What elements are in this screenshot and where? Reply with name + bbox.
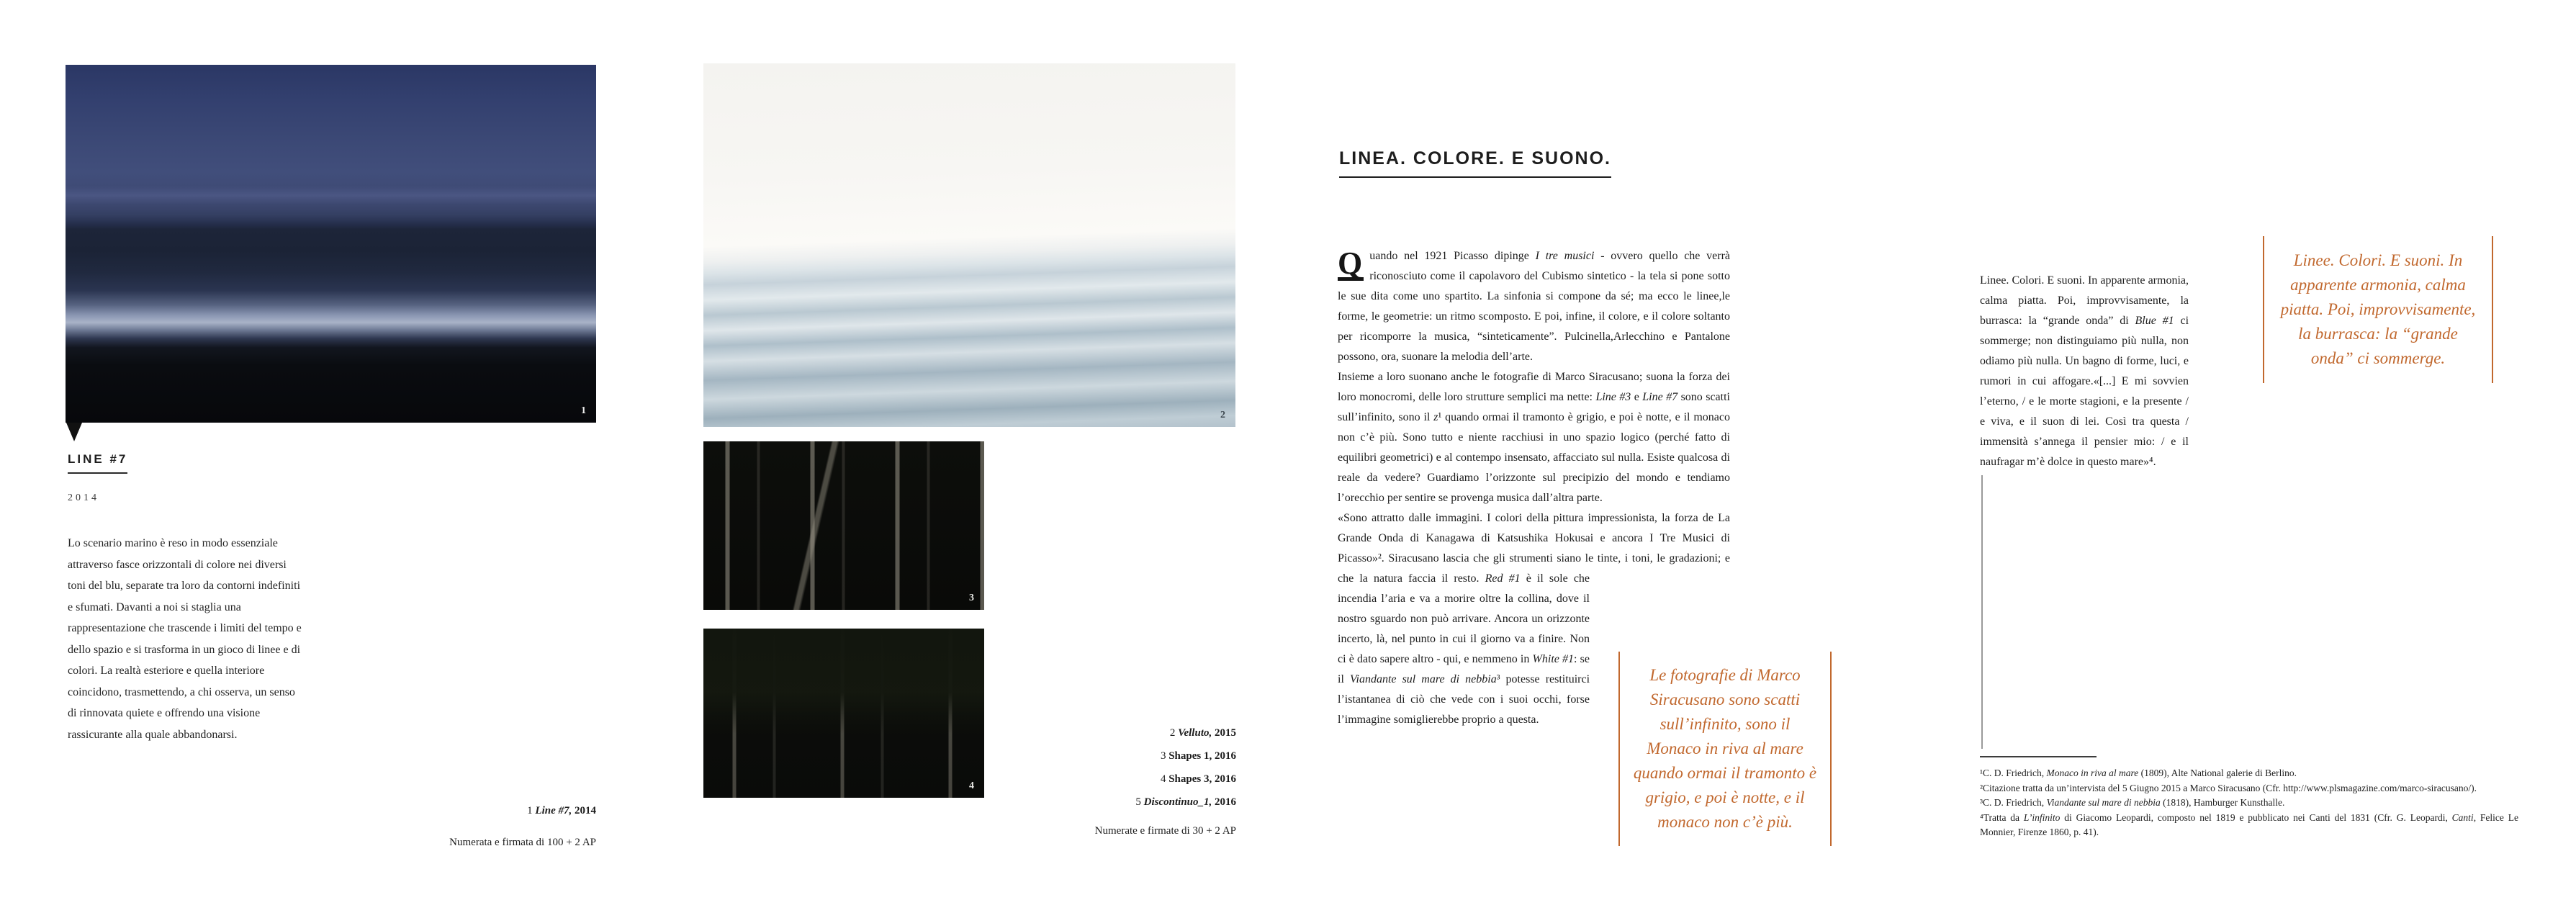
- footnotes-block: [1980, 766, 2518, 840]
- middle-caption-block: [1008, 726, 1236, 838]
- article-paragraph-3: «Sono attratto dalle immagini. I colori della pittura impressionista, la forza de La Grande Onda di Kanagawa di Katsushika Hokusai e ancora I Tre Musici di Picasso»². Siracusano lascia che gli strumenti siano le tinte, i toni, le gradazioni; e che la natura faccia il resto. Red #1 è il sole che incendia l’aria e va a morire oltre la collina, dove il nostro sguardo non può arrivare. Ancora un orizzonte incerto, là, nel punto in cui il giorno va a finire. Non ci è dato sapere altro - qui, e nemmeno in White #1: se il Viandante sul mare di nebbia³ potesse restituirci l’istantanea di ciò che vede con i suoi occhi, forse l’immagine somiglierebbe proprio a questa.: [1338, 512, 1731, 726]
- edition-note-middle: Numerate e firmate di 30 + 2 AP: [1094, 825, 1236, 837]
- artwork-title: LINE #7: [68, 452, 127, 474]
- caption-year: 2016: [1212, 796, 1236, 808]
- pull-quote-1: [1618, 652, 1832, 846]
- caption-number: 1: [527, 805, 536, 816]
- edition-note-left: Numerata e firmata di 100 + 2 AP: [449, 837, 596, 848]
- photo-velluto-waves: [703, 63, 1235, 427]
- caption-entry-shapes1: [1008, 749, 1236, 763]
- footnote-1: ¹C. D. Friedrich, Monaco in riva al mare (1809), Alte National galerie di Berlino.: [1980, 768, 2297, 778]
- pull-quote-1-text: Le fotografie di Marco Siracusano sono scatti sull’infinito, sono il Monaco in riva al mare quando ormai il tramonto è grigio, e poi è notte, e il monaco non c’è più.: [1633, 666, 1817, 831]
- caption-number: 4: [1160, 773, 1169, 785]
- footnote-3: ³C. D. Friedrich, Viandante sul mare di nebbia (1818), Hamburger Kunsthalle.: [1980, 797, 2285, 808]
- artwork-year: 2014: [68, 492, 99, 503]
- photo-number-2: 2: [1220, 410, 1225, 420]
- caption-entry-discontinuo: [1008, 795, 1236, 809]
- caption-number: 5: [1135, 796, 1144, 808]
- caption-number: 3: [1160, 750, 1169, 762]
- artwork-description: Lo scenario marino è reso in modo essenziale attraverso fasce orizzontali di colore nei diversi toni del blu, separate tra loro da contorni indefiniti e sfumati. Davanti a noi si staglia una rappresentazione che trascende i limiti del tempo e dello spazio e si trasforma in un gioco di linee e di colori. La realtà esteriore e quella interiore coincidono, trasmettendo, a chi osserva, un senso di rinnovata quiete e offrendo una visione rassicurante alla quale abbandonarsi.: [68, 537, 302, 741]
- caption-year: 2015: [1212, 727, 1236, 739]
- pull-quote-2-text: Linee. Colori. E suoni. In apparente armonia, calma piatta. Poi, improvvisamente, la burrasca: la “grande onda” ci sommerge.: [2280, 251, 2476, 367]
- caption-title: Velluto,: [1178, 727, 1212, 739]
- article-column-2: [1980, 271, 2298, 472]
- caption-year: 2016: [1212, 773, 1236, 785]
- caption-number: 2: [1169, 727, 1179, 739]
- caption-year: 2014: [572, 805, 596, 816]
- photo-number-3: 3: [969, 593, 974, 603]
- caption-year: 2016: [1212, 750, 1236, 762]
- footnote-2: ²Citazione tratta da un’intervista del 5 Giugno 2015 a Marco Siracusano (Cfr. http://www.plsmagazine.com/marco-siracusano/).: [1980, 782, 2477, 793]
- caption-title: Line #7,: [535, 805, 572, 816]
- caption-entry-velluto: [1008, 726, 1236, 740]
- column-divider-rule: [1981, 475, 1983, 749]
- caption-entry-line7: [360, 804, 596, 818]
- article-paragraph-4: Linee. Colori. E suoni. In apparente armonia, calma piatta. Poi, improvvisamente, la burrasca: la “grande onda” di Blue #1 ci sommerge; non distinguiamo più nulla, non odiamo più nulla. Un bagno di forme, luci, e rumori in cui affogare.«[...] E mi sovvien l’eterno, / e le morte stagioni, e la presente / e viva, e il suon di lei. Così tra questa / immensità s’annega il pensier mio: / e il naufragar m’è dolce in questo mare»⁴.: [1980, 274, 2189, 468]
- photo-line7-seascape: [66, 65, 596, 423]
- caption-title: Shapes 3,: [1168, 773, 1212, 785]
- footnote-separator-rule: [1980, 756, 2097, 757]
- left-caption-block: [360, 804, 596, 850]
- pull-quote-2: [2263, 236, 2493, 383]
- article-title: LINEA. COLORE. E SUONO.: [1339, 148, 1611, 178]
- article-paragraph-1: Q uando nel 1921 Picasso dipinge I tre musici - ovvero quello che verrà riconosciuto come il capolavoro del Cubismo sintetico - la tela si pone sotto le sue dita come uno spartito. La sinfonia si compone da sé; ma ecco le linee,le forme, le geometrie: un ritmo scomposto. E poi, infine, il colore, e il colore soltanto per ricomporre la musica, “sinteticamente”. Pulcinella,Arlecchino e Pantalone possono, ora, suonare la melodia dell’arte.: [1338, 246, 1731, 363]
- page-marker-triangle-icon: [66, 423, 82, 441]
- article-paragraph-2: Insieme a loro suonano anche le fotografie di Marco Siracusano; suona la forza dei loro monocromi, delle loro strutture semplici ma nette: Line #3 e Line #7 sono scatti sull’infinito, sono il z¹ quando ormai il tramonto è grigio, e poi è notte, e il monaco non c’è più. Sono tutto e niente racchiusi in uno spazio logico (perché fatto di equilibri geometrici) e al contempo insensato, affacciato sul nulla. Esiste qualcosa di reale da vedere? Guardiamo l’orizzonte sul precipizio del mondo e tendiamo l’orecchio per sentire se provenga musica dall’altra parte.: [1338, 371, 1731, 504]
- footnote-4: ⁴Tratta da L’infinito di Giacomo Leopardi, composto nel 1819 e pubblicato nei Canti del 1831 (Cfr. G. Leopardi, Canti, Felice Le Monnier, Firenze 1860, p. 41).: [1980, 811, 2518, 837]
- caption-entry-shapes3: [1008, 772, 1236, 786]
- caption-title: Discontinuo_1,: [1143, 796, 1212, 808]
- caption-title: Shapes 1,: [1168, 750, 1212, 762]
- photo-number-4: 4: [969, 780, 974, 791]
- drop-cap: Q: [1338, 246, 1363, 281]
- photo-shapes3-forest: [703, 629, 984, 798]
- photo-shapes1-forest: [703, 441, 984, 610]
- photo-number-1: 1: [581, 405, 586, 416]
